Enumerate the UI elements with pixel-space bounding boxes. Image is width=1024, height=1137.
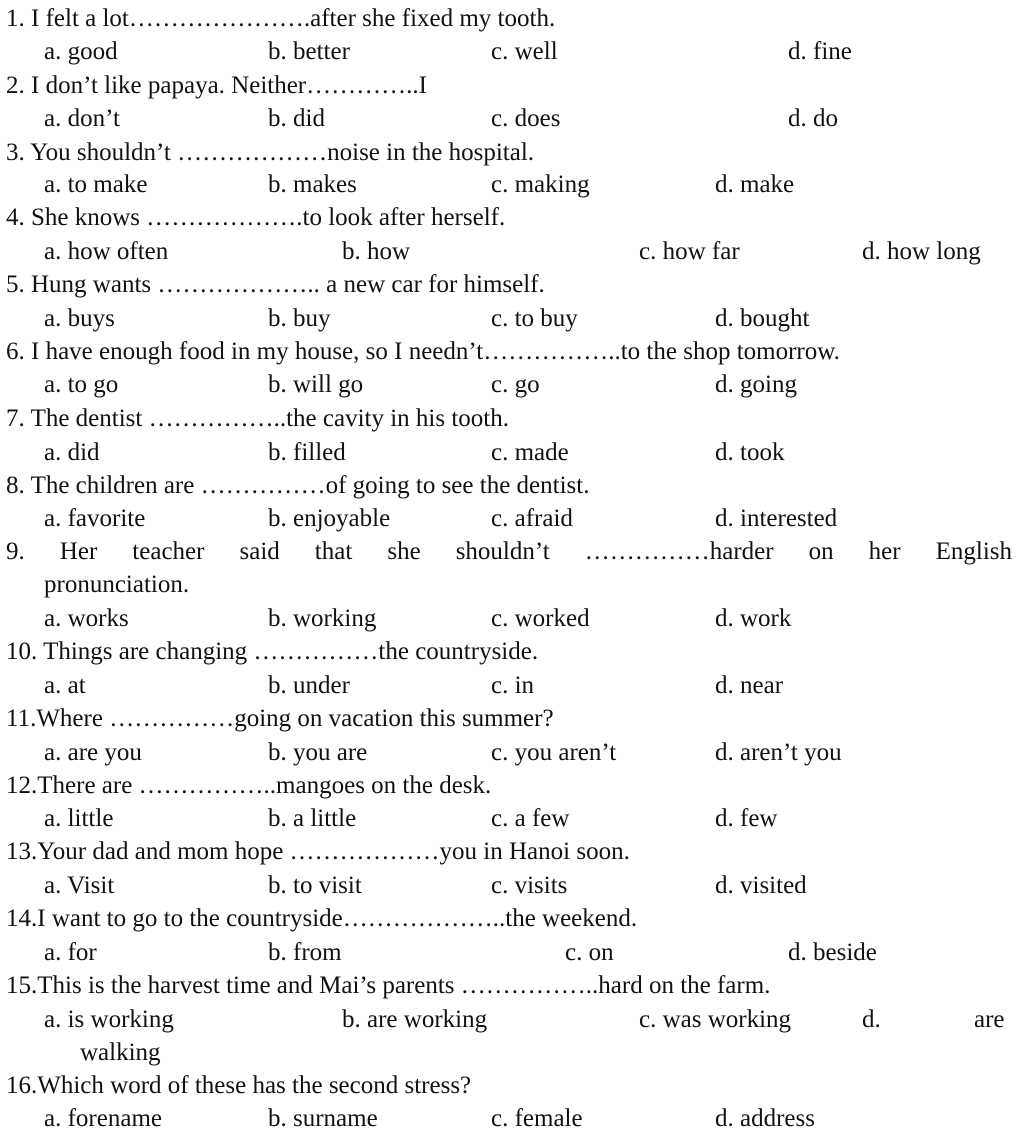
question-number: 8. [6,472,25,499]
option-b: b. makes [268,171,357,198]
option-b: b. under [268,672,350,699]
option-a: a. don’t [44,105,120,132]
question-number: 11. [6,705,37,732]
option-b: b. buy [268,305,331,332]
option-c: c. female [491,1105,583,1132]
option-b: b. did [268,105,325,132]
question-text: The children are ……………of going to see the dentist. [30,472,590,499]
option-a: a. forename [44,1105,162,1132]
question-number: 2. [6,72,25,99]
question-13 [6,835,630,868]
option-a: a. favorite [44,505,146,532]
option-b: b. a little [268,805,357,832]
option-d: d. aren’t you [715,739,842,766]
option-b: b. how [342,238,411,265]
option-a: a. how often [44,238,169,265]
question-text: I want to go to the countryside………………..the weekend. [37,905,638,932]
question-11 [6,702,554,735]
option-a: a. are you [44,739,142,766]
question-4 [6,201,505,234]
option-c: c. to buy [491,305,578,332]
option-d: d. make [715,171,795,198]
option-c: c. made [491,439,569,466]
question-text: I have enough food in my house, so I needn’t……………..to the shop tomorrow. [31,338,840,365]
option-d: d. took [715,439,785,466]
question-12 [6,769,491,802]
option-b: b. will go [268,371,364,398]
option-b: b. you are [268,739,368,766]
question-text: You shouldn’t ………………noise in the hospital. [30,139,535,166]
option-a: a. Visit [44,872,115,899]
option-d: d. do [788,105,838,132]
option-b: b. from [268,939,342,966]
option-c: c. was working [639,1006,792,1033]
question-8 [6,469,589,502]
question-7 [6,402,509,435]
option-a: a. little [44,805,114,832]
question-1 [6,2,555,35]
option-b: b. enjoyable [268,505,391,532]
question-number: 10. [6,638,38,665]
question-text-continuation: pronunciation. [44,571,190,598]
option-d: d. interested [715,505,838,532]
option-c: c. go [491,371,540,398]
question-text: I don’t like papaya. Neither…………..I [31,72,427,99]
question-9 [6,535,1012,568]
option-a: a. at [44,672,86,699]
option-d-text: are [974,1006,1005,1033]
question-number: 1. [6,5,25,32]
option-c: c. afraid [491,505,573,532]
option-b: b. better [268,38,350,65]
option-d: d. beside [788,939,877,966]
option-d: d. how long [862,238,981,265]
question-number: 4. [6,204,25,231]
option-b: b. filled [268,439,346,466]
question-15 [6,969,770,1002]
question-number: 13. [6,838,38,865]
option-c: c. visits [491,872,568,899]
option-c: c. you aren’t [491,739,617,766]
option-c: c. making [491,171,590,198]
question-number: 14. [6,905,38,932]
option-b: b. to visit [268,872,362,899]
option-c: c. in [491,672,535,699]
question-number: 9. [6,538,25,565]
option-d: d. visited [715,872,807,899]
option-d: d. [862,1006,881,1033]
question-number: 5. [6,271,25,298]
question-number: 6. [6,338,25,365]
option-d: d. work [715,605,792,632]
option-a: a. did [44,439,100,466]
question-16 [6,1069,471,1102]
option-c: c. does [491,105,561,132]
question-5 [6,268,545,301]
question-text: There are ……………..mangoes on the desk. [37,772,492,799]
option-a: a. to make [44,171,148,198]
question-number: 7. [6,405,25,432]
option-b: b. are working [342,1006,488,1033]
question-text: Her teacher said that she shouldn’t ……………harder on her English [59,538,1012,565]
option-d: d. bought [715,305,810,332]
option-c: c. well [491,38,558,65]
option-c: c. on [565,939,614,966]
option-d: d. fine [788,38,852,65]
question-text: Where ……………going on vacation this summer? [36,705,554,732]
question-number: 3. [6,139,25,166]
question-text: Which word of these has the second stress? [37,1072,472,1099]
option-continuation: walking [80,1039,161,1066]
option-a: a. for [44,939,97,966]
option-d: d. near [715,672,784,699]
option-d: d. few [715,805,778,832]
question-text: Things are changing ……………the countryside. [43,638,539,665]
question-text: Hung wants ……………….. a new car for himself. [31,271,545,298]
option-c: c. how far [639,238,740,265]
option-c: c. worked [491,605,590,632]
question-14 [6,902,637,935]
question-number: 15. [6,972,38,999]
option-a: a. works [44,605,129,632]
question-number: 16. [6,1072,38,1099]
question-2 [6,69,427,102]
question-text: The dentist ……………..the cavity in his tooth. [30,405,509,432]
question-number: 12. [6,772,38,799]
question-6 [6,335,840,368]
question-text: I felt a lot………………….after she fixed my tooth. [31,5,556,32]
option-c: c. a few [491,805,570,832]
option-a: a. is working [44,1006,174,1033]
option-d: d. going [715,371,797,398]
question-text: Your dad and mom hope ………………you in Hanoi soon. [37,838,630,865]
option-b: b. surname [268,1105,378,1132]
question-text: She knows ……………….to look after herself. [31,204,506,231]
option-a: a. to go [44,371,119,398]
question-text: This is the harvest time and Mai’s parents ……………..hard on the farm. [37,972,771,999]
question-10 [6,635,538,668]
option-a: a. buys [44,305,115,332]
question-3 [6,136,534,169]
option-d: d. address [715,1105,815,1132]
option-b: b. working [268,605,377,632]
option-a: a. good [44,38,118,65]
